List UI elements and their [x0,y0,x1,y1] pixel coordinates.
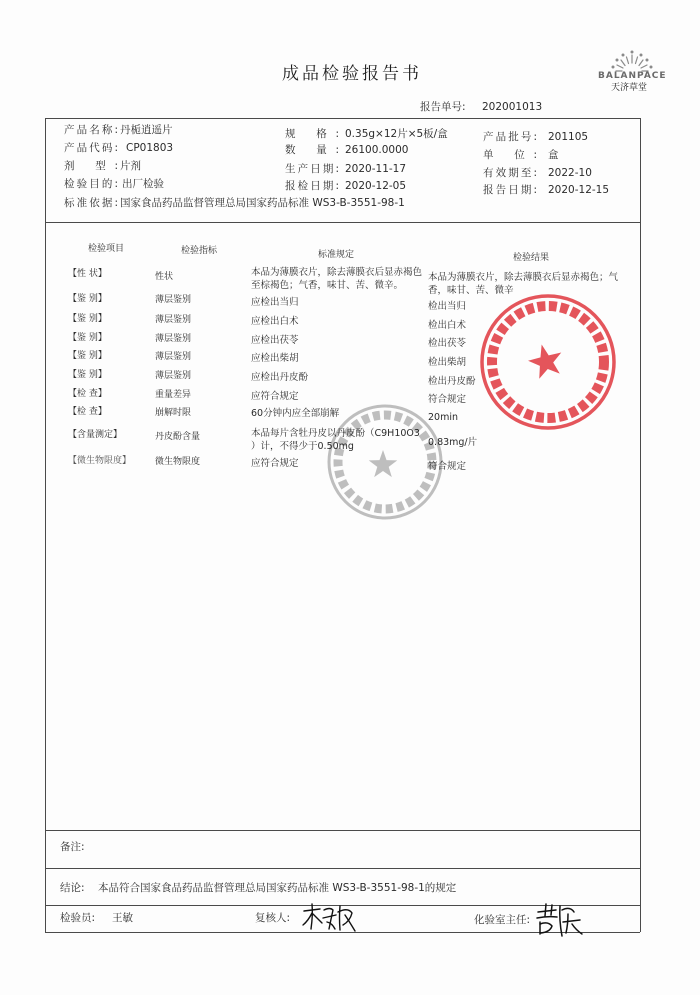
box-right-rule [640,118,641,932]
check-index: 薄层鉴别 [155,315,192,325]
check-standard: 应符合规定 [251,458,299,469]
dosage-form-value: 片剂 [120,160,141,172]
check-standard: 本品为薄膜衣片，除去薄膜衣后显赤褐色至棕褐色；气香，味甘、苦、微辛。 [251,267,423,291]
box-top-rule [45,118,640,119]
check-result: 0.83mg/片 [428,437,478,448]
check-index: 崩解时限 [155,408,192,418]
check-result: 检出柴胡 [428,357,467,368]
report-date-value: 2020-12-15 [548,184,610,196]
header-standard: 标准规定 [318,250,355,260]
check-index: 丹皮酚含量 [155,432,201,442]
check-index: 薄层鉴别 [155,371,192,381]
quantity-value: 26100.0000 [345,144,409,156]
logo-brand-chinese: 天济草堂 [611,83,648,93]
header-result: 检验结果 [513,253,550,263]
logo-brand-english: BALANPACE [598,71,667,81]
page-title: 成品检验报告书 [282,64,422,84]
check-item: 【含量测定】 [68,430,123,440]
check-item: 【检 查】 [68,389,107,399]
report-no-value: 202001013 [482,101,543,113]
quantity-label: 数 量: [285,144,339,156]
header-check-item: 检验项目 [88,244,125,254]
check-standard: 应检出白术 [251,316,299,327]
check-index: 重量差异 [155,390,192,400]
production-date-label: 生产日期: [285,163,339,175]
inspector-label: 检验员: [60,912,96,924]
check-result: 符合规定 [428,394,467,405]
reviewer-signature-icon [300,901,358,935]
check-item: 【鉴 别】 [68,314,107,324]
check-item: 【检 查】 [68,407,107,417]
dosage-form-label: 剂 型: [64,160,118,172]
inspector-name: 王敏 [112,912,133,924]
check-item: 【鉴 别】 [68,370,107,380]
submit-date-label: 报检日期: [285,180,339,192]
remarks-bottom-rule [45,868,640,869]
check-item: 【鉴 别】 [68,333,107,343]
unit-label: 单 位: [483,149,537,161]
product-name-value: 丹栀逍遥片 [120,124,173,136]
check-index: 性状 [155,272,174,282]
product-code-value: CP01803 [126,142,174,154]
box-left-rule [45,118,46,932]
check-result: 符合规定 [428,461,467,472]
header-bottom-rule [45,222,640,223]
spec-value: 0.35g×12片×5板/盒 [345,128,448,140]
check-index: 薄层鉴别 [155,352,192,362]
check-index: 微生物限度 [155,457,201,467]
check-standard: 应符合规定 [251,391,299,402]
check-result: 20min [428,412,459,423]
report-no-label: 报告单号: [420,101,466,113]
conclusion-text: 本品符合国家食品药品监督管理总局国家药品标准 WS3-B-3551-98-1的规定 [98,882,457,894]
batch-no-value: 201105 [548,131,589,143]
unit-value: 盒 [548,149,559,161]
spec-label: 规 格: [285,128,339,140]
check-result: 检出当归 [428,301,467,312]
batch-no-label: 产品批号: [483,131,537,143]
standard-basis-label: 标准依据: [64,197,118,209]
check-result: 检出丹皮酚 [428,376,476,387]
check-result: 检出白术 [428,320,467,331]
production-date-value: 2020-11-17 [345,163,407,175]
product-code-label: 产品代码: [64,142,118,154]
check-result: 本品为薄膜衣片，除去薄膜衣后显赤褐色；气香，味甘、苦、微辛 [428,272,619,296]
remarks-label: 备注: [60,841,85,853]
header-check-index: 检验指标 [181,246,218,256]
expiry-value: 2022-10 [548,167,592,179]
reviewer-label: 复核人: [255,912,291,924]
gray-seal-icon [325,402,445,522]
check-standard: 应检出茯苓 [251,335,299,346]
check-standard: 应检出丹皮酚 [251,372,309,383]
purpose-label: 检验目的: [64,178,118,190]
check-index: 薄层鉴别 [155,295,192,305]
check-item: 【微生物限度】 [68,456,132,466]
lab-director-signature-icon [532,900,587,940]
check-index: 薄层鉴别 [155,334,192,344]
check-item: 【鉴 别】 [68,294,107,304]
product-name-label: 产品名称: [64,124,118,136]
expiry-label: 有效期至: [483,167,537,179]
check-standard: 本品每片含牡丹皮以丹皮酚（C9H10O3）计，不得少于0.50mg [251,428,420,452]
lab-director-label: 化验室主任: [474,914,531,926]
submit-date-value: 2020-12-05 [345,180,407,192]
check-result: 检出茯苓 [428,338,467,349]
red-seal-icon [478,292,618,432]
purpose-value: 出厂检验 [122,178,164,190]
standard-basis-value: 国家食品药品监督管理总局国家药品标准 WS3-B-3551-98-1 [120,197,405,209]
conclusion-label: 结论: [60,882,85,894]
table-bottom-rule [45,830,640,831]
check-item: 【性 状】 [68,269,107,279]
check-item: 【鉴 别】 [68,351,107,361]
check-standard: 应检出柴胡 [251,353,299,364]
check-standard: 应检出当归 [251,297,299,308]
report-date-label: 报告日期: [483,184,537,196]
check-standard: 60分钟内应全部崩解 [251,408,340,419]
